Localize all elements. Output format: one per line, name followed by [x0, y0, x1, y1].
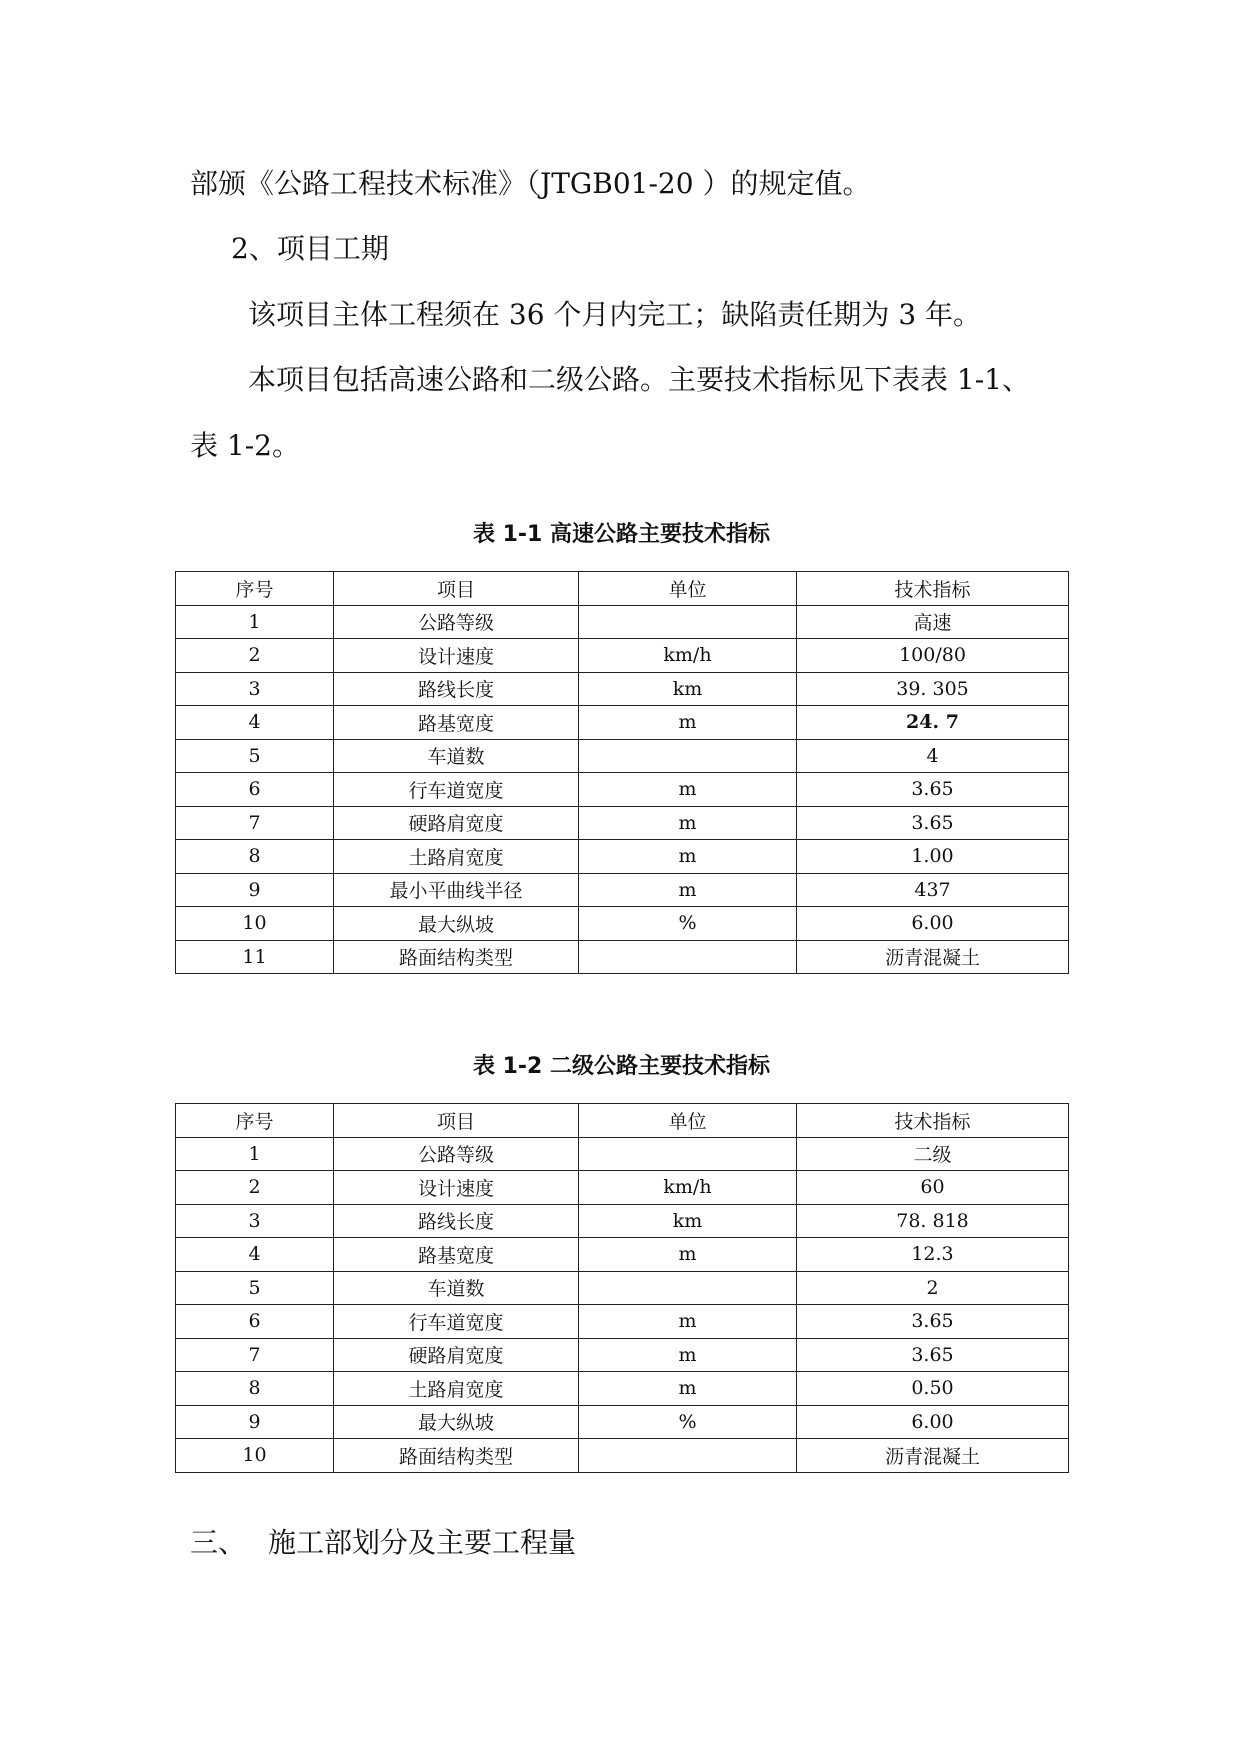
table-cell: 最大纵坡: [334, 907, 579, 941]
table-cell: km: [579, 672, 797, 706]
section-heading: [190, 1521, 576, 1561]
table-cell: 3.65: [797, 1305, 1069, 1339]
secondary-road-spec-table: [175, 1103, 1069, 1473]
table-row: [176, 1137, 1069, 1171]
table-header-row: [176, 572, 1069, 606]
table2-caption: 表 1-2 二级公路主要技术指标: [472, 1054, 771, 1079]
table-cell: 路线长度: [334, 1204, 579, 1238]
paragraph-project-duration-heading: 2、项目工期: [231, 232, 389, 265]
table-cell: 沥青混凝土: [797, 940, 1069, 974]
table-row: [176, 840, 1069, 874]
table-cell: 0.50: [797, 1372, 1069, 1406]
table-cell: 高速: [797, 605, 1069, 639]
table-cell: km: [579, 1204, 797, 1238]
highway-spec-table: [175, 571, 1069, 974]
table-header-cell: 序号: [176, 1104, 334, 1138]
table-cell: 3.65: [797, 773, 1069, 807]
table-row: [176, 1305, 1069, 1339]
table-cell: 公路等级: [334, 605, 579, 639]
table-cell: 437: [797, 873, 1069, 907]
table-header-cell: 序号: [176, 572, 334, 606]
table-cell: km/h: [579, 1171, 797, 1205]
table-cell: 行车道宽度: [334, 1305, 579, 1339]
table-cell: km/h: [579, 639, 797, 673]
table-cell: 60: [797, 1171, 1069, 1205]
table-cell: [579, 1137, 797, 1171]
table-cell: 硬路肩宽度: [334, 806, 579, 840]
table-row: [176, 672, 1069, 706]
table-cell: m: [579, 806, 797, 840]
paragraph-project-duration: 该项目主体工程须在 36 个月内完工；缺陷责任期为 3 年。: [248, 298, 982, 331]
section-heading-title: 施工部划分及主要工程量: [268, 1526, 577, 1559]
table-row: [176, 1171, 1069, 1205]
table-cell: 4: [797, 739, 1069, 773]
table-cell: m: [579, 873, 797, 907]
paragraph-standard-reference: 部颁《公路工程技术标准》（JTGB01-20 ）的规定值。: [190, 167, 871, 200]
table-cell: 3: [176, 1204, 334, 1238]
table-cell: 7: [176, 806, 334, 840]
table-cell: 最大纵坡: [334, 1405, 579, 1439]
table-cell: m: [579, 840, 797, 874]
table-cell: 6.00: [797, 907, 1069, 941]
table-cell: 3: [176, 672, 334, 706]
table-cell: 100/80: [797, 639, 1069, 673]
table-cell: 1: [176, 605, 334, 639]
table-cell: 9: [176, 1405, 334, 1439]
table-header-cell: 项目: [334, 572, 579, 606]
table-cell: 设计速度: [334, 639, 579, 673]
table-header-cell: 项目: [334, 1104, 579, 1138]
table-cell: [579, 739, 797, 773]
table-cell: 土路肩宽度: [334, 840, 579, 874]
table-cell: 路线长度: [334, 672, 579, 706]
table-row: [176, 639, 1069, 673]
table-cell: 4: [176, 706, 334, 740]
table-row: [176, 1405, 1069, 1439]
table-cell: 10: [176, 1439, 334, 1473]
table-cell: [579, 1271, 797, 1305]
table-cell: 7: [176, 1338, 334, 1372]
table-cell: [579, 1439, 797, 1473]
table-cell: 1.00: [797, 840, 1069, 874]
table-cell: 10: [176, 907, 334, 941]
table-cell: 3.65: [797, 806, 1069, 840]
table-cell: 路面结构类型: [334, 1439, 579, 1473]
table-cell: 6: [176, 773, 334, 807]
table-cell: 12.3: [797, 1238, 1069, 1272]
table-cell: 二级: [797, 1137, 1069, 1171]
table-row: [176, 1372, 1069, 1406]
table-row: [176, 1271, 1069, 1305]
table-cell: 1: [176, 1137, 334, 1171]
table-cell: %: [579, 1405, 797, 1439]
table-cell: 沥青混凝土: [797, 1439, 1069, 1473]
table-cell: %: [579, 907, 797, 941]
table-row: [176, 1439, 1069, 1473]
table-row: [176, 940, 1069, 974]
table-cell: 2: [176, 1171, 334, 1205]
table-cell: 39. 305: [797, 672, 1069, 706]
table-cell: 11: [176, 940, 334, 974]
table-cell: 车道数: [334, 739, 579, 773]
table-cell: 行车道宽度: [334, 773, 579, 807]
table-header-cell: 技术指标: [797, 572, 1069, 606]
table1-caption: 表 1-1 高速公路主要技术指标: [472, 522, 771, 547]
table-cell: 24. 7: [797, 706, 1069, 740]
table-cell: 5: [176, 739, 334, 773]
table-cell: 公路等级: [334, 1137, 579, 1171]
table-row: [176, 773, 1069, 807]
table-cell: 设计速度: [334, 1171, 579, 1205]
table-cell: 2: [176, 639, 334, 673]
table-cell: 土路肩宽度: [334, 1372, 579, 1406]
table-cell: 6: [176, 1305, 334, 1339]
table-header-cell: 单位: [579, 572, 797, 606]
table-cell: 硬路肩宽度: [334, 1338, 579, 1372]
table-cell: 78. 818: [797, 1204, 1069, 1238]
table-cell: 3.65: [797, 1338, 1069, 1372]
table-cell: m: [579, 706, 797, 740]
table-row: [176, 605, 1069, 639]
table-cell: m: [579, 1238, 797, 1272]
table-cell: 8: [176, 1372, 334, 1406]
table-cell: [579, 605, 797, 639]
table-cell: m: [579, 1338, 797, 1372]
paragraph-project-scope-continued: 表 1-2。: [190, 429, 300, 462]
table-cell: 9: [176, 873, 334, 907]
table-cell: 5: [176, 1271, 334, 1305]
table-row: [176, 873, 1069, 907]
table-header-row: [176, 1104, 1069, 1138]
table-cell: 8: [176, 840, 334, 874]
table-cell: 路基宽度: [334, 706, 579, 740]
table-row: [176, 1338, 1069, 1372]
table-cell: 路基宽度: [334, 1238, 579, 1272]
table-row: [176, 907, 1069, 941]
table-cell: 路面结构类型: [334, 940, 579, 974]
table-row: [176, 806, 1069, 840]
section-heading-number: 三、: [190, 1526, 247, 1559]
table-cell: 4: [176, 1238, 334, 1272]
table-cell: m: [579, 1305, 797, 1339]
table-cell: m: [579, 1372, 797, 1406]
table-row: [176, 1238, 1069, 1272]
table-header-cell: 单位: [579, 1104, 797, 1138]
table-cell: 6.00: [797, 1405, 1069, 1439]
table-row: [176, 706, 1069, 740]
table-row: [176, 1204, 1069, 1238]
table-cell: 2: [797, 1271, 1069, 1305]
table-cell: 车道数: [334, 1271, 579, 1305]
paragraph-project-scope: 本项目包括高速公路和二级公路。主要技术指标见下表表 1-1、: [248, 363, 1030, 396]
table-header-cell: 技术指标: [797, 1104, 1069, 1138]
table-cell: [579, 940, 797, 974]
table-cell: m: [579, 773, 797, 807]
table-cell: 最小平曲线半径: [334, 873, 579, 907]
table-row: [176, 739, 1069, 773]
